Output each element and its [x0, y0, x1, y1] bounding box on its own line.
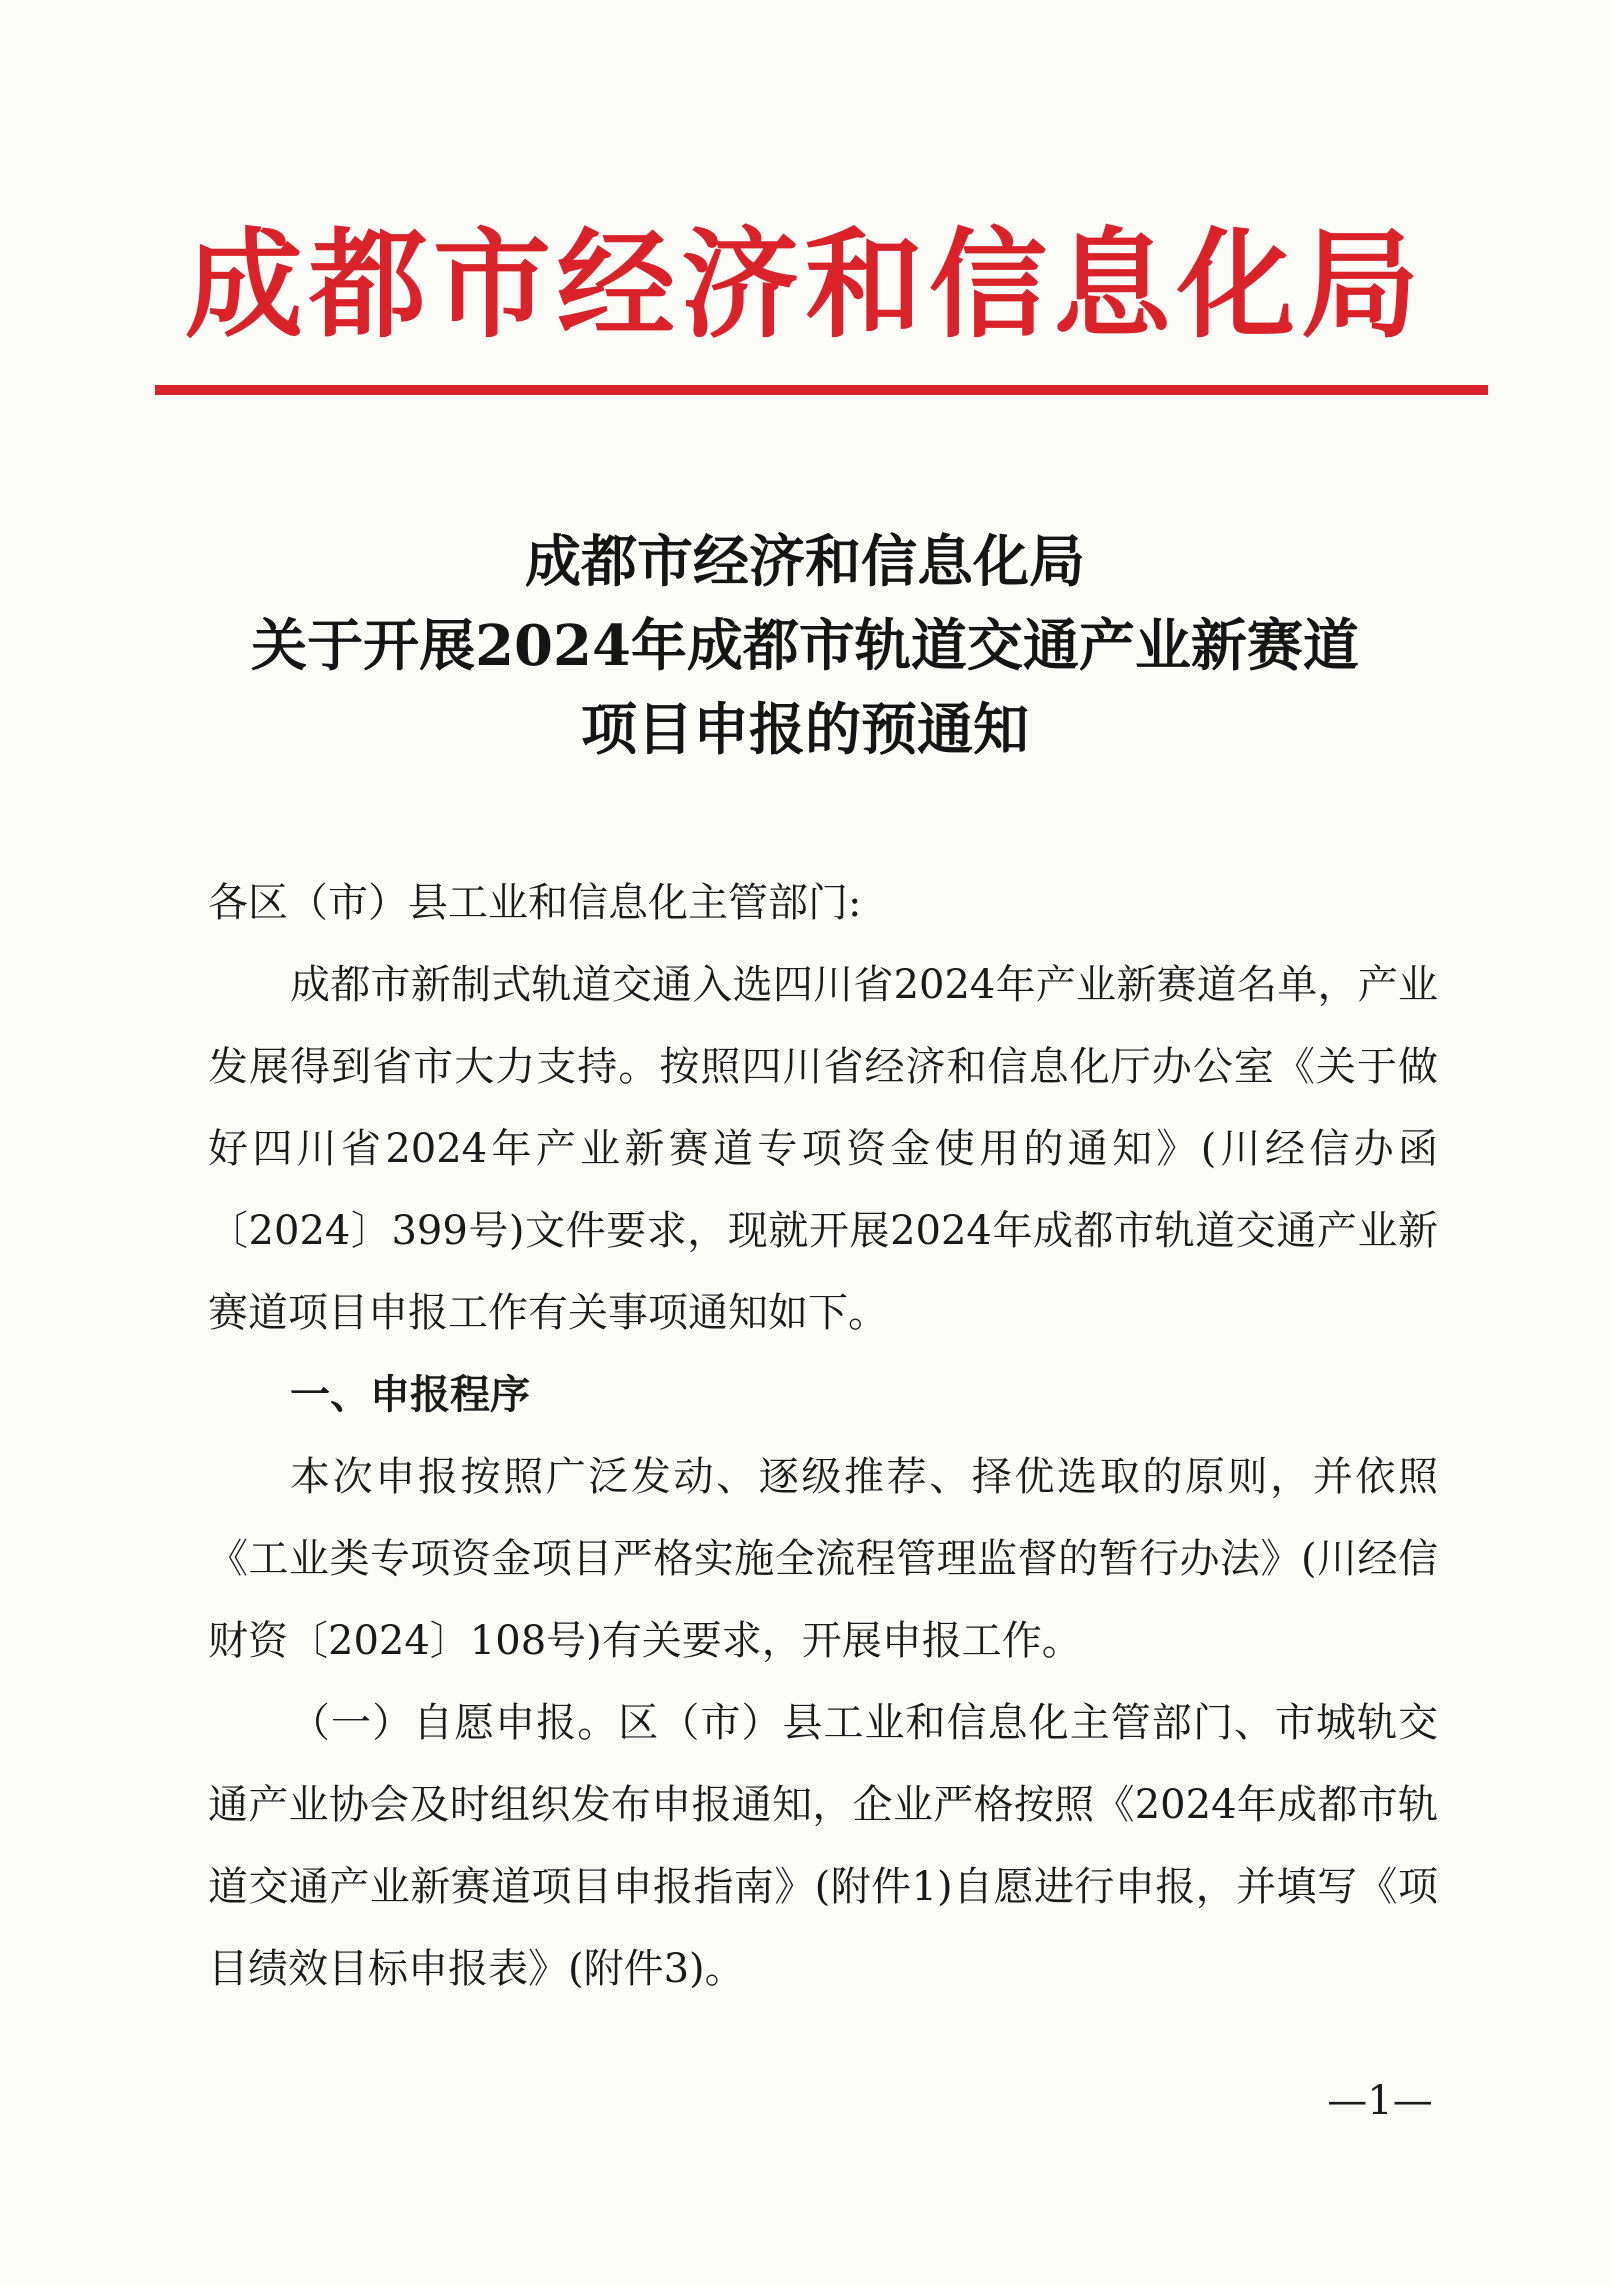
notice-title [150, 520, 1460, 772]
salutation: 各区（市）县工业和信息化主管部门: [208, 880, 862, 926]
masthead-title: 成都市经济和信息化局 [184, 215, 1425, 354]
section-heading: 一、申报程序 [290, 1372, 530, 1418]
paragraph-voluntary-application: （一）自愿申报。区（市）县工业和信息化主管部门、市城轨交通产业协会及时组织发布申报通知，企业严格按照《2024年成都市轨道交通产业新赛道项目申报指南》(附件1)自愿进行申报，并填写《项目绩效目标申报表》(附件3)。 [208, 1700, 1438, 1992]
paragraph-intro: 成都市新制式轨道交通入选四川省2024年产业新赛道名单，产业发展得到省市大力支持。按照四川省经济和信息化厅办公室《关于做好四川省2024年产业新赛道专项资金使用的通知》(川经信办函〔2024〕399号)文件要求，现就开展2024年成都市轨道交通产业新赛道项目申报工作有关事项通知如下。 [208, 962, 1438, 1336]
notice-body [208, 862, 1438, 2010]
notice-title-line-1: 成都市经济和信息化局 [525, 529, 1085, 595]
page-number: —1— [1327, 2078, 1433, 2124]
notice-title-line-3: 项目申报的预通知 [581, 697, 1029, 763]
paragraph-procedure: 本次申报按照广泛发动、逐级推荐、择优选取的原则，并依照《工业类专项资金项目严格实施全流程管理监督的暂行办法》(川经信财资〔2024〕108号)有关要求，开展申报工作。 [208, 1454, 1438, 1664]
notice-title-line-2: 关于开展2024年成都市轨道交通产业新赛道 [251, 613, 1359, 679]
masthead-red-rule [155, 385, 1488, 395]
